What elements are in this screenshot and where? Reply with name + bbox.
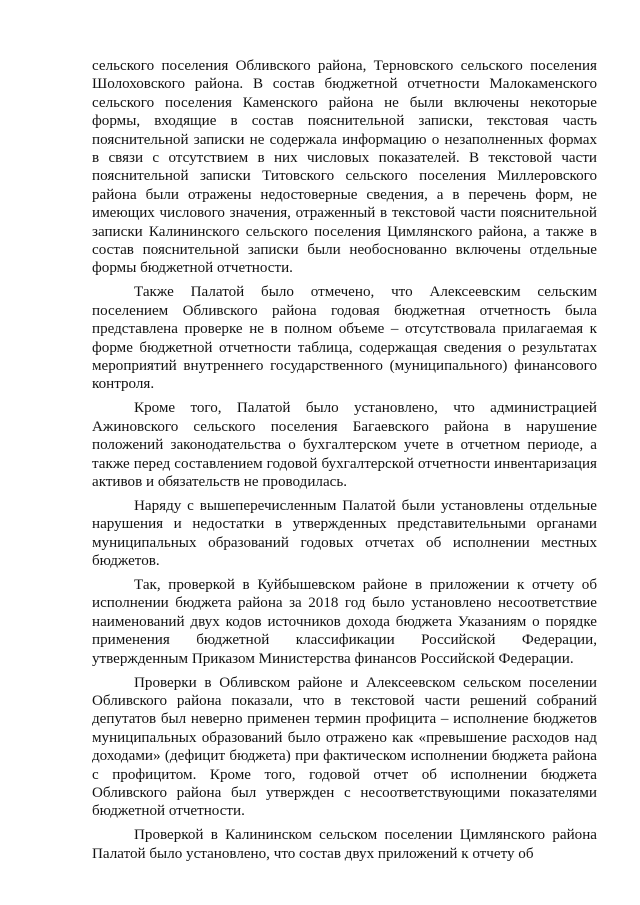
paragraph-kalininsky-appendices: Проверкой в Калининском сельском поселении Цимлянского района Палатой было установлено, что состав двух приложений к отчету об — [92, 827, 597, 862]
paragraph-continued-reporting-issues: сельского поселения Обливского района, Терновского сельского поселения Шолоховского района. В состав бюджетной отчетности Малокаменского сельского поселения Каменского района не были включены некоторые формы, входящие в состав пояснительной записки, текстовая часть пояснительной записки не содержала информацию о незаполненных формах в связи с отсутствием в них числовых показателей. В текстовой части пояснительной записки Титовского сельского поселения Миллеровского района были отражены недостоверные сведения, а в перечень форм, не имеющих числового значения, отраженный в текстовой части пояснительной записки Калининского сельского поселения Цимлянского района, а также в состав пояснительной записки были необоснованно включены отдельные формы бюджетной отчетности. — [92, 58, 597, 277]
paragraph-violations-in-reports: Наряду с вышеперечисленным Палатой были установлены отдельные нарушения и недостатки в утвержденных представительными органами муниципальных образований годовых отчетах об исполнении местных бюджетов. — [92, 497, 597, 570]
paragraph-azhinovsky-inventory: Кроме того, Палатой было установлено, что администрацией Ажиновского сельского поселения Багаевского района в нарушение положений законодательства о бухгалтерском учете в отчетном периоде, а также перед составлением годовой бухгалтерской отчетности инвентаризация активов и обязательств не проводилась. — [92, 400, 597, 490]
paragraph-kuibyshevsky-codes: Так, проверкой в Куйбышевском районе в приложении к отчету об исполнении бюджета района за 2018 год было установлено несоответствие наименований двух кодов источников дохода бюджета Указаниям о порядке применения бюджетной классификации Российской Федерации, утвержденным Приказом Министерства финансов Российской Федерации. — [92, 576, 597, 667]
paragraph-alekseevsky-incomplete-reporting: Также Палатой было отмечено, что Алексеевским сельским поселением Обливского района годовая бюджетная отчетность была представлена проверке не в полном объеме – отсутствовала прилагаемая к форме бюджетной отчетности таблица, содержащая сведения о результатах мероприятий внутреннего государственного (муниципального) финансового контроля. — [92, 284, 597, 393]
paragraph-oblivsky-surplus: Проверки в Обливском районе и Алексеевском сельском поселении Обливского района показали, что в текстовой части решений собраний депутатов был неверно применен термин профицита – исполнение бюджетов муниципальных образований было отражено как «превышение расходов над доходами» (дефицит бюджета) при фактическом исполнении бюджета района с профицитом. Кроме того, годовой отчет об исполнении бюджета Обливского района был утвержден с несоответствующими показателями бюджетной отчетности. — [92, 674, 597, 820]
document-page — [92, 57, 597, 869]
